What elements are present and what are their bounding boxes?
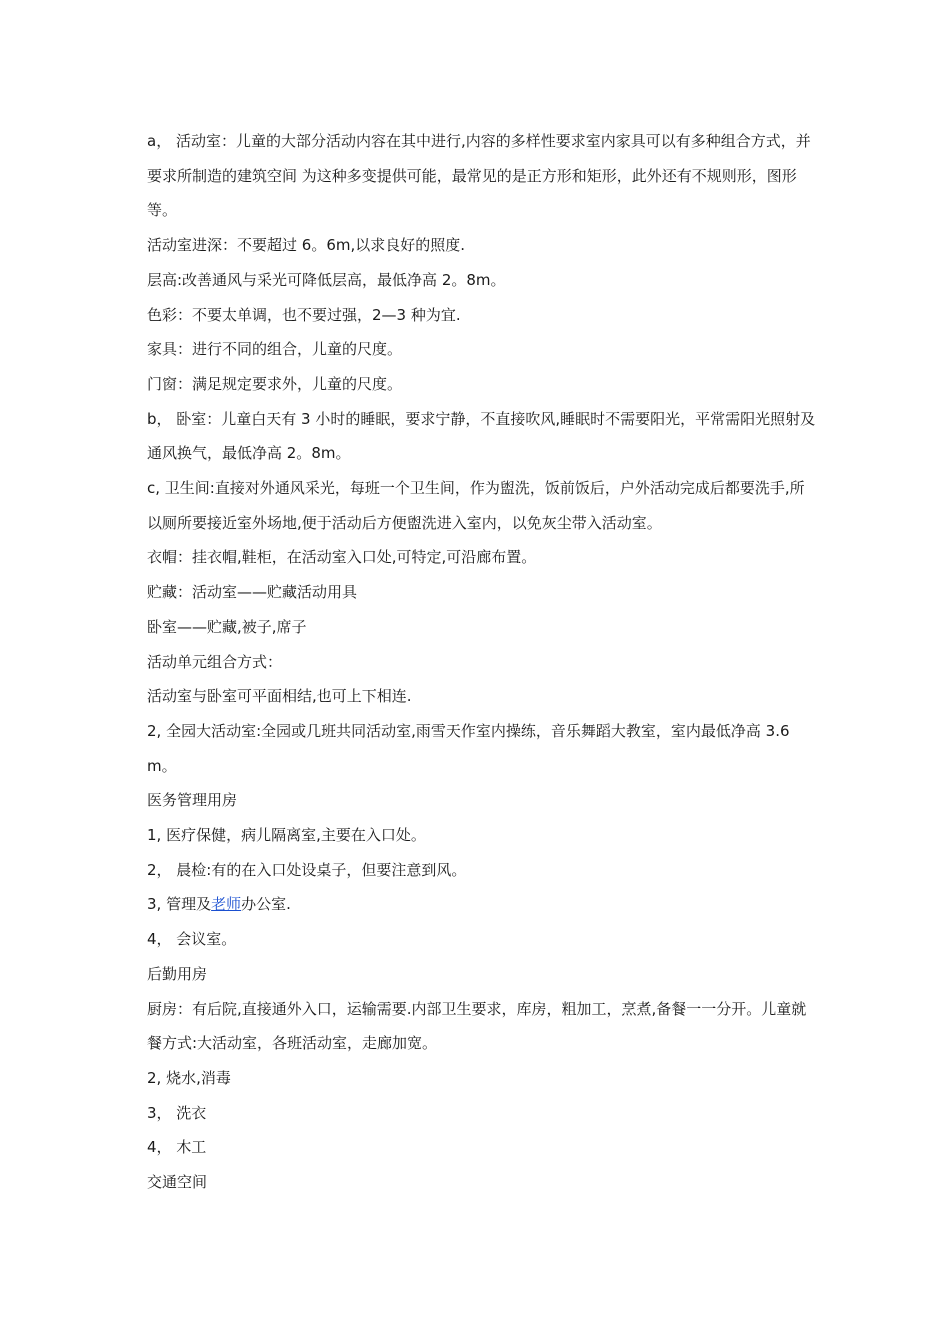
heading-medical-management: 医务管理用房 (147, 791, 238, 810)
paragraph-coat-room: 衣帽：挂衣帽,鞋柜，在活动室入口处,可特定,可沿廊布置。 (147, 548, 537, 567)
document-body (147, 124, 817, 1200)
paragraph-carpentry: 4， 木工 (147, 1138, 207, 1157)
paragraph-large-activity-room: 2, 全园大活动室:全园或几班共同活动室,雨雪天作室内操练，音乐舞蹈大教室，室内最低净高 3.6m。 (147, 721, 790, 775)
paragraph-laundry: 3， 洗衣 (147, 1103, 207, 1122)
paragraph-storage: 贮藏：活动室——贮藏活动用具 (147, 583, 358, 602)
paragraph-furniture: 家具：进行不同的组合，儿童的尺度。 (147, 340, 403, 359)
paragraph-boiling-water: 2, 烧水,消毒 (147, 1068, 231, 1087)
heading-logistics: 后勤用房 (147, 964, 208, 983)
paragraph-bedroom: b， 卧室：儿童白天有 3 小时的睡眠，要求宁静，不直接吹风,睡眠时不需要阳光，平常需阳光照射及通风换气，最低净高 2。8m。 (147, 409, 816, 463)
paragraph-morning-check: 2， 晨检:有的在入口处设桌子，但要注意到风。 (147, 860, 467, 879)
paragraph-management-office (147, 887, 817, 922)
management-text-before: 3, 管理及 (147, 895, 212, 914)
paragraph-doors-windows: 门窗：满足规定要求外，儿童的尺度。 (147, 374, 403, 393)
heading-circulation-space: 交通空间 (147, 1173, 208, 1192)
teacher-link[interactable]: 老师 (211, 895, 242, 914)
paragraph-combination-detail: 活动室与卧室可平面相结,也可上下相连. (147, 687, 412, 706)
paragraph-kitchen: 厨房：有后院,直接通外入口，运输需要.内部卫生要求，库房，粗加工，烹煮,备餐一一分开。儿童就餐方式:大活动室，各班活动室，走廊加宽。 (147, 999, 807, 1053)
paragraph-unit-combination: 活动单元组合方式： (147, 652, 283, 671)
paragraph-activity-room: a， 活动室：儿童的大部分活动内容在其中进行,内容的多样性要求室内家具可以有多种组合方式，并要求所制造的建筑空间 为这种多变提供可能，最常见的是正方形和矩形，此外还有不规则形，图形等。 (147, 132, 811, 220)
paragraph-medical-care: 1, 医疗保健，病儿隔离室,主要在入口处。 (147, 826, 426, 845)
paragraph-meeting-room: 4， 会议室。 (147, 930, 237, 949)
paragraph-restroom: c, 卫生间:直接对外通风采光，每班一个卫生间，作为盥洗，饭前饭后，户外活动完成后都要洗手,所以厕所要接近室外场地,便于活动后方便盥洗进入室内，以免灰尘带入活动室。 (147, 479, 805, 532)
paragraph-floor-height: 层高:改善通风与采光可降低层高，最低净高 2。8m。 (147, 270, 506, 289)
paragraph-room-depth: 活动室进深：不要超过 6。6m,以求良好的照度. (147, 236, 466, 255)
paragraph-color: 色彩：不要太单调，也不要过强，2—3 种为宜. (147, 305, 461, 324)
paragraph-bedroom-storage: 卧室——贮藏,被子,席子 (147, 617, 307, 636)
management-text-after: 办公室. (241, 895, 291, 914)
